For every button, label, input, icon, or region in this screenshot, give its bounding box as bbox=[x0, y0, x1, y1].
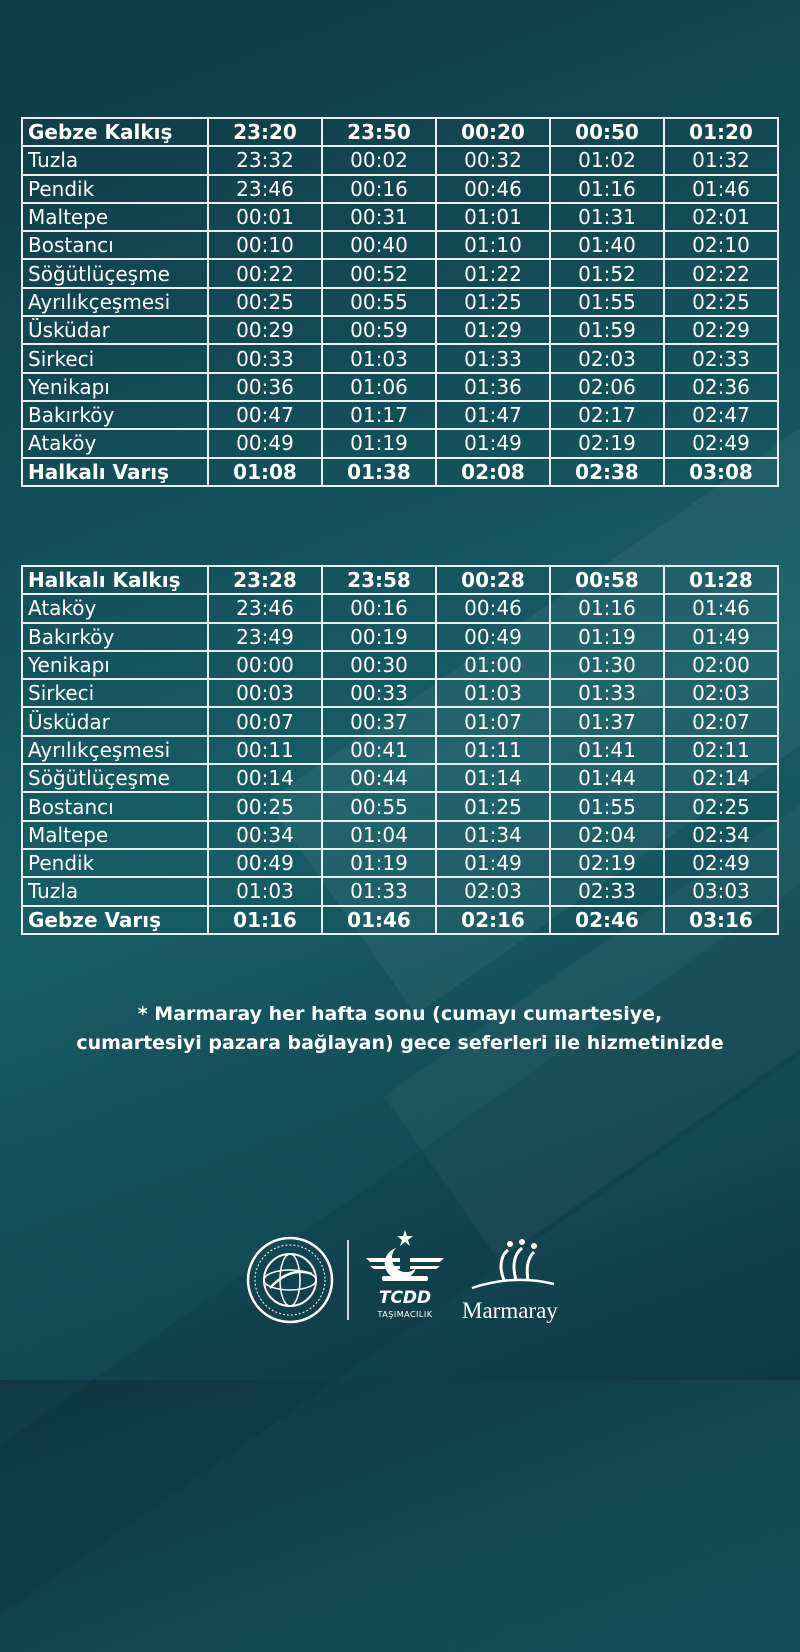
departure-time: 00:25 bbox=[208, 792, 322, 820]
departure-time: 02:47 bbox=[664, 401, 778, 429]
departure-time: 02:17 bbox=[550, 401, 664, 429]
departure-time: 02:29 bbox=[664, 316, 778, 344]
departure-time: 00:20 bbox=[436, 118, 550, 146]
station-name: Pendik bbox=[22, 849, 208, 877]
station-name: Ayrılıkçeşmesi bbox=[22, 736, 208, 764]
departure-time: 00:10 bbox=[208, 231, 322, 259]
departure-time: 02:33 bbox=[664, 344, 778, 372]
departure-time: 23:28 bbox=[208, 566, 322, 594]
timetable-row bbox=[22, 316, 778, 344]
departure-time: 01:07 bbox=[436, 707, 550, 735]
departure-time: 01:49 bbox=[664, 623, 778, 651]
departure-time: 01:34 bbox=[436, 821, 550, 849]
departure-time: 01:36 bbox=[436, 373, 550, 401]
departure-time: 01:00 bbox=[436, 651, 550, 679]
departure-time: 00:49 bbox=[208, 429, 322, 457]
departure-time: 03:08 bbox=[664, 458, 778, 486]
station-name: Yenikapı bbox=[22, 651, 208, 679]
station-name: Maltepe bbox=[22, 203, 208, 231]
departure-time: 00:55 bbox=[322, 288, 436, 316]
departure-time: 01:16 bbox=[550, 594, 664, 622]
station-name: Sirkeci bbox=[22, 679, 208, 707]
departure-time: 23:46 bbox=[208, 594, 322, 622]
timetable-row bbox=[22, 458, 778, 486]
departure-time: 00:44 bbox=[322, 764, 436, 792]
departure-time: 01:17 bbox=[322, 401, 436, 429]
timetable-row bbox=[22, 849, 778, 877]
station-name: Söğütlüçeşme bbox=[22, 259, 208, 287]
tcdd-name: TCDD bbox=[378, 1288, 432, 1308]
departure-time: 02:03 bbox=[436, 877, 550, 905]
departure-time: 01:29 bbox=[436, 316, 550, 344]
timetable-row bbox=[22, 175, 778, 203]
departure-time: 01:40 bbox=[550, 231, 664, 259]
departure-time: 00:50 bbox=[550, 118, 664, 146]
station-name: Ataköy bbox=[22, 429, 208, 457]
service-note-line: * Marmaray her hafta sonu (cumayı cumartesiye, bbox=[137, 1003, 663, 1025]
departure-time: 01:44 bbox=[550, 764, 664, 792]
departure-time: 00:36 bbox=[208, 373, 322, 401]
timetable-row bbox=[22, 736, 778, 764]
departure-time: 02:00 bbox=[664, 651, 778, 679]
departure-time: 00:16 bbox=[322, 594, 436, 622]
departure-time: 01:33 bbox=[550, 679, 664, 707]
departure-time: 02:49 bbox=[664, 849, 778, 877]
departure-time: 00:30 bbox=[322, 651, 436, 679]
departure-time: 01:31 bbox=[550, 203, 664, 231]
departure-time: 01:59 bbox=[550, 316, 664, 344]
departure-time: 02:38 bbox=[550, 458, 664, 486]
departure-time: 02:06 bbox=[550, 373, 664, 401]
timetable-row bbox=[22, 373, 778, 401]
departure-time: 23:32 bbox=[208, 146, 322, 174]
departure-time: 00:58 bbox=[550, 566, 664, 594]
timetable-row bbox=[22, 118, 778, 146]
station-name: Pendik bbox=[22, 175, 208, 203]
departure-time: 01:55 bbox=[550, 792, 664, 820]
departure-time: 00:14 bbox=[208, 764, 322, 792]
timetable-row bbox=[22, 259, 778, 287]
station-name: Üsküdar bbox=[22, 707, 208, 735]
tcdd-subtitle: TAŞIMACILIK bbox=[377, 1310, 433, 1319]
tcdd-logo bbox=[360, 1228, 450, 1338]
departure-time: 00:25 bbox=[208, 288, 322, 316]
departure-time: 01:25 bbox=[436, 288, 550, 316]
departure-time: 01:49 bbox=[436, 429, 550, 457]
departure-time: 03:16 bbox=[664, 906, 778, 934]
departure-time: 00:28 bbox=[436, 566, 550, 594]
service-note-line: cumartesiyi pazara bağlayan) gece seferleri ile hizmetinizde bbox=[76, 1032, 724, 1054]
departure-time: 00:29 bbox=[208, 316, 322, 344]
departure-time: 01:33 bbox=[436, 344, 550, 372]
service-note bbox=[0, 1000, 800, 1058]
departure-time: 01:46 bbox=[664, 594, 778, 622]
departure-time: 02:49 bbox=[664, 429, 778, 457]
departure-time: 00:33 bbox=[208, 344, 322, 372]
timetable-body bbox=[22, 566, 778, 934]
station-name: Maltepe bbox=[22, 821, 208, 849]
timetable-gebze-halkali bbox=[21, 117, 779, 487]
departure-time: 02:16 bbox=[436, 906, 550, 934]
station-name: Üsküdar bbox=[22, 316, 208, 344]
timetable-row bbox=[22, 288, 778, 316]
departure-time: 01:28 bbox=[664, 566, 778, 594]
timetable-row bbox=[22, 623, 778, 651]
timetable-row bbox=[22, 792, 778, 820]
departure-time: 00:07 bbox=[208, 707, 322, 735]
departure-time: 01:55 bbox=[550, 288, 664, 316]
departure-time: 01:52 bbox=[550, 259, 664, 287]
departure-time: 01:19 bbox=[322, 849, 436, 877]
timetable-row bbox=[22, 651, 778, 679]
timetable-row bbox=[22, 906, 778, 934]
timetable-row bbox=[22, 231, 778, 259]
station-name: Halkalı Varış bbox=[22, 458, 208, 486]
departure-time: 01:03 bbox=[208, 877, 322, 905]
departure-time: 00:22 bbox=[208, 259, 322, 287]
departure-time: 00:37 bbox=[322, 707, 436, 735]
departure-time: 23:46 bbox=[208, 175, 322, 203]
departure-time: 01:02 bbox=[550, 146, 664, 174]
logo-divider bbox=[347, 1240, 349, 1320]
departure-time: 00:34 bbox=[208, 821, 322, 849]
timetable-halkali-gebze bbox=[21, 565, 779, 935]
timetable-row bbox=[22, 679, 778, 707]
station-name: Söğütlüçeşme bbox=[22, 764, 208, 792]
departure-time: 01:25 bbox=[436, 792, 550, 820]
departure-time: 01:06 bbox=[322, 373, 436, 401]
station-name: Tuzla bbox=[22, 146, 208, 174]
marmaray-logo bbox=[458, 1236, 578, 1336]
station-name: Yenikapı bbox=[22, 373, 208, 401]
departure-time: 00:31 bbox=[322, 203, 436, 231]
departure-time: 00:59 bbox=[322, 316, 436, 344]
departure-time: 02:11 bbox=[664, 736, 778, 764]
departure-time: 01:11 bbox=[436, 736, 550, 764]
ministry-seal-icon bbox=[246, 1236, 334, 1324]
timetable-row bbox=[22, 203, 778, 231]
departure-time: 02:03 bbox=[664, 679, 778, 707]
departure-time: 01:22 bbox=[436, 259, 550, 287]
departure-time: 00:11 bbox=[208, 736, 322, 764]
departure-time: 02:10 bbox=[664, 231, 778, 259]
departure-time: 00:46 bbox=[436, 175, 550, 203]
station-name: Bostancı bbox=[22, 231, 208, 259]
departure-time: 23:20 bbox=[208, 118, 322, 146]
timetable-row bbox=[22, 429, 778, 457]
departure-time: 02:08 bbox=[436, 458, 550, 486]
departure-time: 02:46 bbox=[550, 906, 664, 934]
departure-time: 00:01 bbox=[208, 203, 322, 231]
departure-time: 00:33 bbox=[322, 679, 436, 707]
marmaray-wordmark: Marmaray bbox=[462, 1298, 558, 1323]
departure-time: 02:22 bbox=[664, 259, 778, 287]
departure-time: 01:16 bbox=[550, 175, 664, 203]
departure-time: 02:34 bbox=[664, 821, 778, 849]
departure-time: 00:46 bbox=[436, 594, 550, 622]
station-name: Halkalı Kalkış bbox=[22, 566, 208, 594]
departure-time: 00:52 bbox=[322, 259, 436, 287]
departure-time: 01:08 bbox=[208, 458, 322, 486]
departure-time: 02:14 bbox=[664, 764, 778, 792]
station-name: Gebze Kalkış bbox=[22, 118, 208, 146]
departure-time: 02:03 bbox=[550, 344, 664, 372]
departure-time: 00:02 bbox=[322, 146, 436, 174]
departure-time: 02:25 bbox=[664, 792, 778, 820]
departure-time: 00:55 bbox=[322, 792, 436, 820]
departure-time: 01:03 bbox=[436, 679, 550, 707]
departure-time: 01:16 bbox=[208, 906, 322, 934]
departure-time: 01:30 bbox=[550, 651, 664, 679]
departure-time: 01:19 bbox=[322, 429, 436, 457]
departure-time: 01:41 bbox=[550, 736, 664, 764]
timetable-row bbox=[22, 146, 778, 174]
departure-time: 01:47 bbox=[436, 401, 550, 429]
departure-time: 02:25 bbox=[664, 288, 778, 316]
departure-time: 01:03 bbox=[322, 344, 436, 372]
departure-time: 02:04 bbox=[550, 821, 664, 849]
departure-time: 01:20 bbox=[664, 118, 778, 146]
departure-time: 00:32 bbox=[436, 146, 550, 174]
departure-time: 01:37 bbox=[550, 707, 664, 735]
departure-time: 23:58 bbox=[322, 566, 436, 594]
timetable-row bbox=[22, 877, 778, 905]
station-name: Ayrılıkçeşmesi bbox=[22, 288, 208, 316]
departure-time: 01:14 bbox=[436, 764, 550, 792]
departure-time: 00:16 bbox=[322, 175, 436, 203]
departure-time: 00:40 bbox=[322, 231, 436, 259]
departure-time: 23:49 bbox=[208, 623, 322, 651]
departure-time: 01:49 bbox=[436, 849, 550, 877]
departure-time: 01:01 bbox=[436, 203, 550, 231]
station-name: Bakırköy bbox=[22, 401, 208, 429]
departure-time: 02:01 bbox=[664, 203, 778, 231]
departure-time: 01:19 bbox=[550, 623, 664, 651]
departure-time: 23:50 bbox=[322, 118, 436, 146]
departure-time: 00:49 bbox=[208, 849, 322, 877]
timetable-row bbox=[22, 764, 778, 792]
logo-bar bbox=[0, 1228, 800, 1338]
departure-time: 00:19 bbox=[322, 623, 436, 651]
station-name: Sirkeci bbox=[22, 344, 208, 372]
departure-time: 02:33 bbox=[550, 877, 664, 905]
station-name: Ataköy bbox=[22, 594, 208, 622]
departure-time: 02:36 bbox=[664, 373, 778, 401]
timetable-row bbox=[22, 707, 778, 735]
departure-time: 01:04 bbox=[322, 821, 436, 849]
timetable-row bbox=[22, 594, 778, 622]
departure-time: 02:07 bbox=[664, 707, 778, 735]
departure-time: 02:19 bbox=[550, 429, 664, 457]
departure-time: 01:33 bbox=[322, 877, 436, 905]
departure-time: 01:46 bbox=[664, 175, 778, 203]
departure-time: 00:03 bbox=[208, 679, 322, 707]
departure-time: 00:00 bbox=[208, 651, 322, 679]
departure-time: 01:38 bbox=[322, 458, 436, 486]
station-name: Tuzla bbox=[22, 877, 208, 905]
station-name: Bakırköy bbox=[22, 623, 208, 651]
departure-time: 01:46 bbox=[322, 906, 436, 934]
departure-time: 01:10 bbox=[436, 231, 550, 259]
departure-time: 00:41 bbox=[322, 736, 436, 764]
marmaray-emblem-icon bbox=[468, 1236, 558, 1296]
timetable-row bbox=[22, 821, 778, 849]
timetable-row bbox=[22, 566, 778, 594]
departure-time: 00:47 bbox=[208, 401, 322, 429]
departure-time: 01:32 bbox=[664, 146, 778, 174]
timetable-row bbox=[22, 344, 778, 372]
departure-time: 03:03 bbox=[664, 877, 778, 905]
departure-time: 00:49 bbox=[436, 623, 550, 651]
station-name: Gebze Varış bbox=[22, 906, 208, 934]
tcdd-emblem-icon bbox=[360, 1228, 450, 1288]
timetable-row bbox=[22, 401, 778, 429]
timetable-body bbox=[22, 118, 778, 486]
station-name: Bostancı bbox=[22, 792, 208, 820]
departure-time: 02:19 bbox=[550, 849, 664, 877]
